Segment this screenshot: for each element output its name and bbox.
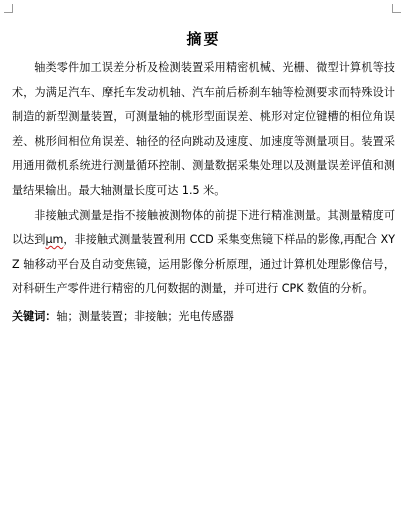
paragraph-2-text-after: ，非接触式测量装置利用 CCD 采集变焦镜下样品的影像,再配合 XYZ 轴移动平台及自动变焦镜，运用影像分析原理，通过计算机处理影像信号，对科研生产零件进行精密的几何数据的测量，并可进行 CPK 数值的分析。 (12, 233, 395, 296)
keywords-label: 关键词： (12, 309, 57, 323)
page-corner-mark-left (4, 4, 13, 13)
abstract-paragraph-1: 轴类零件加工误差分析及检测装置采用精密机械、光栅、微型计算机等技术，为满足汽车、摩托车发动机轴、汽车前后桥刹车轴等检测要求而特殊设计制造的新型测量装置，可测量轴的桃形型面误差、桃形对定位键槽的相位角误差、桃形间相位角误差、轴径的径向跳动及速度、加速度等测量项目。装置采用通用微机系统进行测量循环控制、测量数据采集处理以及测量误差评值和测量结果输出。最大轴测量长度可达 1.5 米。 (12, 61, 395, 197)
abstract-paragraph-2 (12, 204, 395, 302)
keywords-line (12, 306, 395, 328)
micrometer-unit: μm (45, 233, 64, 247)
page-corner-mark-right (392, 4, 401, 13)
paragraph-2-text-before: 非接触式测量是指不接触被测物体的前提下进行精准测量。其测量精度可以达到 (12, 208, 395, 247)
document-page (12, 28, 395, 328)
keywords-items: 轴；测量装置；非接触；光电传感器 (56, 309, 234, 323)
document-title: 摘要 (186, 30, 221, 48)
